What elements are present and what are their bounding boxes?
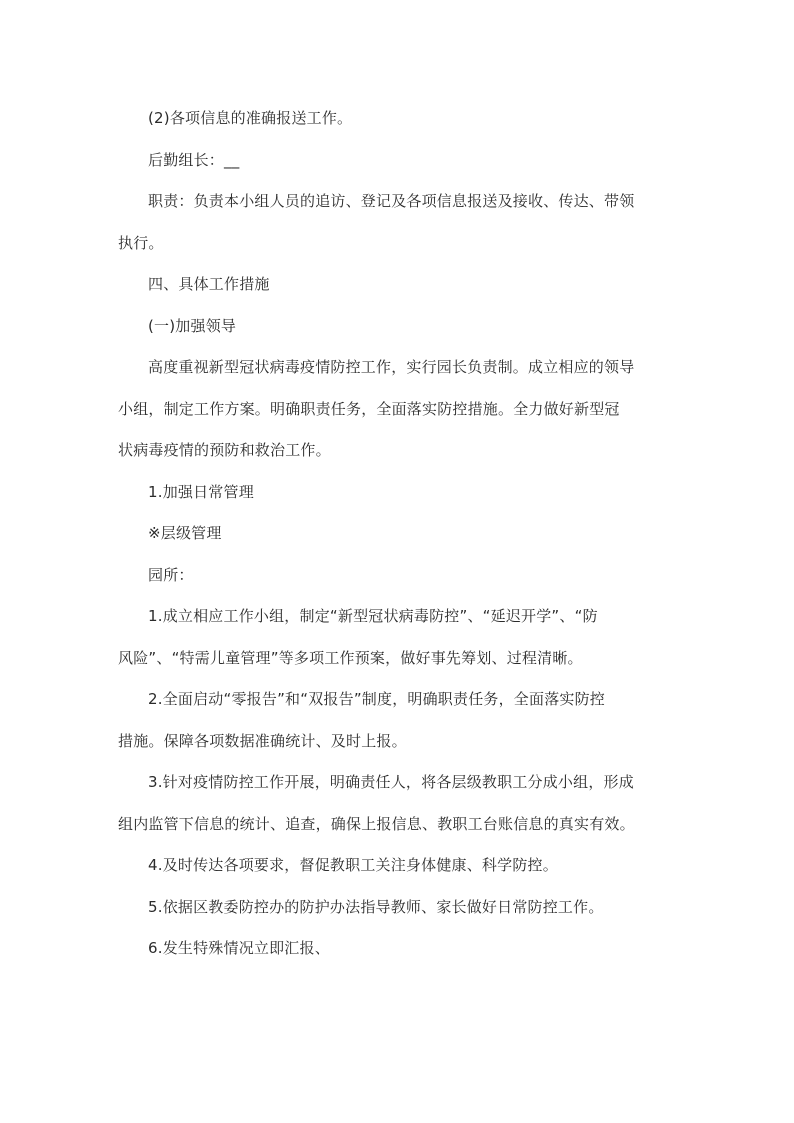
item-5-line: 5.依据区教委防控办的防护办法指导教师、家长做好日常防控工作。 — [148, 898, 604, 916]
leadership-paragraph-line-1: 高度重视新型冠状病毒疫情防控工作，实行园长负责制。成立相应的领导 — [148, 358, 635, 376]
item-6-line: 6.发生特殊情况立即汇报、 — [148, 939, 330, 957]
kindergarten-label: 园所： — [148, 566, 194, 584]
duty-paragraph-line-2: 执行。 — [118, 234, 164, 252]
daily-management-heading: 1.加强日常管理 — [148, 483, 254, 501]
item-2-line-2: 措施。保障各项数据准确统计、及时上报。 — [118, 732, 407, 750]
item-3-line-1: 3.针对疫情防控工作开展，明确责任人，将各层级教职工分成小组，形成 — [148, 773, 634, 791]
list-item-info-report: (2)各项信息的准确报送工作。 — [148, 109, 353, 127]
item-1-line-2: 风险”、“特需儿童管理”等多项工作预案，做好事先筹划、过程清晰。 — [118, 649, 583, 667]
item-3-line-2: 组内监管下信息的统计、追查，确保上报信息、教职工台账信息的真实有效。 — [118, 815, 635, 833]
leadership-paragraph-line-3: 状病毒疫情的预防和救治工作。 — [118, 441, 331, 459]
item-2-line-1: 2.全面启动“零报告”和“双报告”制度，明确职责任务，全面落实防控 — [148, 690, 605, 708]
logistics-leader-label: 后勤组长：__ — [148, 151, 240, 169]
subsection-heading-leadership: (一)加强领导 — [148, 317, 237, 335]
hierarchy-management-heading: ※层级管理 — [148, 524, 222, 542]
item-1-line-1: 1.成立相应工作小组，制定“新型冠状病毒防控”、“延迟开学”、“防 — [148, 607, 598, 625]
section-heading-measures: 四、具体工作措施 — [148, 275, 270, 293]
leadership-paragraph-line-2: 小组，制定工作方案。明确职责任务，全面落实防控措施。全力做好新型冠 — [118, 400, 620, 418]
duty-paragraph-line-1: 职责：负责本小组人员的追访、登记及各项信息报送及接收、传达、带领 — [148, 192, 635, 210]
item-4-line: 4.及时传达各项要求，督促教职工关注身体健康、科学防控。 — [148, 856, 558, 874]
